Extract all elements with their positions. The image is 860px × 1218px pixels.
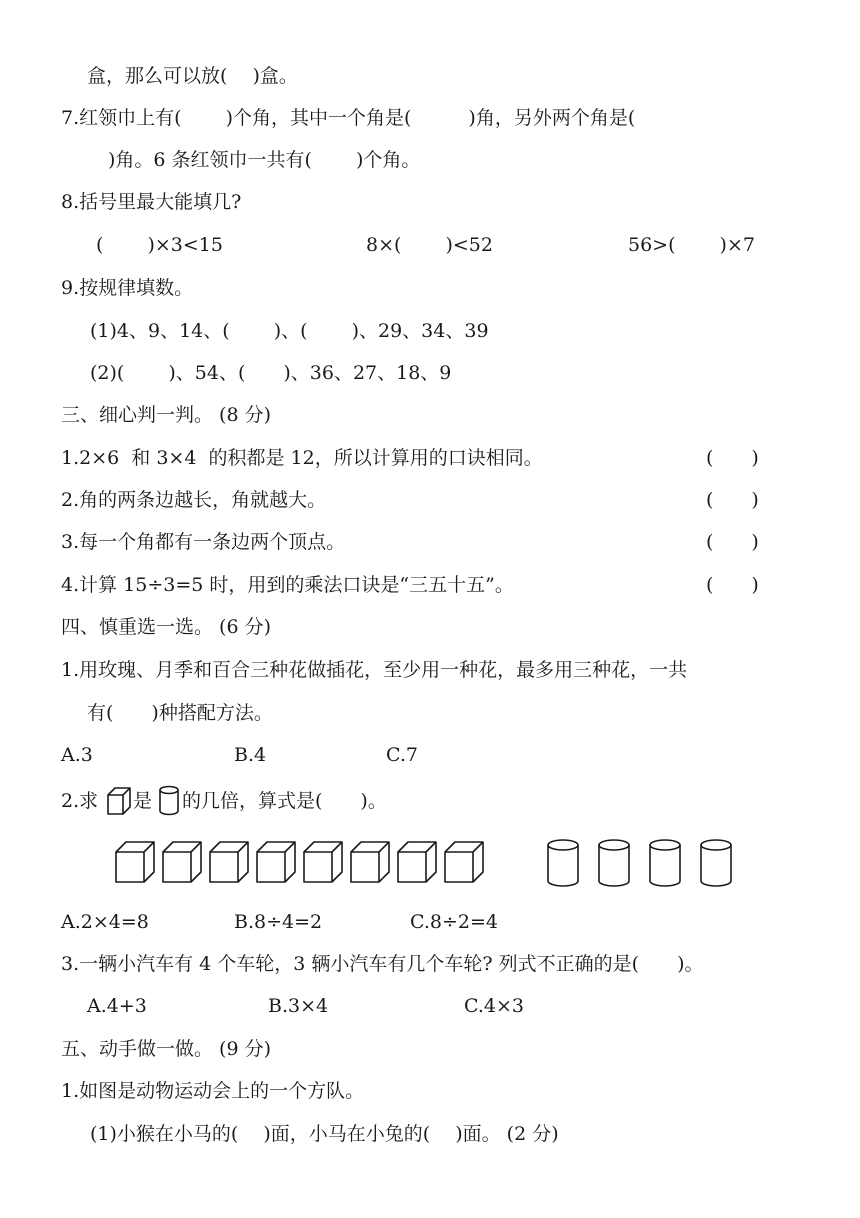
q7-line2: )角。6 条红领巾一共有( )个角。 [108, 149, 421, 171]
judge-4-answer-bracket[interactable]: ( ) [706, 574, 759, 596]
choice-2-option-b: B.8÷4=2 [234, 911, 323, 933]
choice-3-option-a: A.4+3 [87, 995, 147, 1017]
section-4-title: 四、慎重选一选。 (6 分) [61, 616, 271, 638]
cube-icon [106, 786, 132, 816]
cubes-and-cylinders-figure [110, 835, 750, 890]
choice-1-line2: 有( )种搭配方法。 [87, 702, 273, 724]
task-1: 1.如图是动物运动会上的一个方队。 [61, 1080, 365, 1102]
cylinder-icon [548, 840, 578, 886]
cube-icon [163, 842, 201, 882]
choice-3: 3.一辆小汽车有 4 个车轮，3 辆小汽车有几个车轮? 列式不正确的是( )。 [61, 953, 704, 975]
choice-2-suffix: 的几倍，算式是( )。 [182, 790, 387, 812]
section-5-title: 五、动手做一做。 (9 分) [61, 1038, 271, 1060]
cube-icon [351, 842, 389, 882]
q8-item-a: ( )×3<15 [96, 234, 223, 256]
cylinder-icon [650, 840, 680, 886]
choice-3-option-c: C.4×3 [464, 995, 524, 1017]
judge-3: 3.每一个角都有一条边两个顶点。 [61, 531, 346, 553]
cylinder-icon [701, 840, 731, 886]
judge-3-answer-bracket[interactable]: ( ) [706, 531, 759, 553]
section-3-title: 三、细心判一判。 (8 分) [61, 404, 271, 426]
cube-icon [398, 842, 436, 882]
choice-2-mid: 是 [133, 790, 153, 812]
q9-item-1: (1)4、9、14、( )、( )、29、34、39 [90, 320, 489, 342]
q8-item-b: 8×( )<52 [366, 234, 493, 256]
choice-3-option-b: B.3×4 [268, 995, 329, 1017]
q7-line1: 7.红领巾上有( )个角，其中一个角是( )角，另外两个角是( [61, 107, 636, 129]
judge-1-answer-bracket[interactable]: ( ) [706, 447, 759, 469]
q6-continuation: 盒，那么可以放( )盒。 [87, 65, 298, 87]
choice-1-option-b: B.4 [234, 744, 267, 766]
q9-title: 9.按规律填数。 [61, 277, 194, 299]
choice-2-option-c: C.8÷2=4 [410, 911, 499, 933]
choice-1-line1: 1.用玫瑰、月季和百合三种花做插花，至少用一种花，最多用三种花，一共 [61, 659, 688, 681]
judge-2: 2.角的两条边越长，角就越大。 [61, 489, 327, 511]
cube-icon [116, 842, 154, 882]
choice-2-option-a: A.2×4=8 [61, 911, 149, 933]
cylinder-icon [157, 785, 181, 817]
judge-2-answer-bracket[interactable]: ( ) [706, 489, 759, 511]
judge-4: 4.计算 15÷3=5 时，用到的乘法口诀是“三五十五”。 [61, 574, 514, 596]
cube-icon [257, 842, 295, 882]
cube-icon [445, 842, 483, 882]
q8-title: 8.括号里最大能填几? [61, 191, 242, 213]
judge-1: 1.2×6 和 3×4 的积都是 12，所以计算用的口诀相同。 [61, 447, 543, 469]
cylinder-icon [599, 840, 629, 886]
choice-1-option-c: C.7 [386, 744, 418, 766]
choice-2-prefix: 2.求 [61, 790, 99, 812]
task-1-subquestion-1: (1)小猴在小马的( )面，小马在小兔的( )面。 (2 分) [90, 1123, 559, 1145]
choice-1-option-a: A.3 [61, 744, 93, 766]
cube-icon [304, 842, 342, 882]
cube-icon [210, 842, 248, 882]
q8-item-c: 56>( )×7 [628, 234, 755, 256]
q9-item-2: (2)( )、54、( )、36、27、18、9 [90, 362, 452, 384]
